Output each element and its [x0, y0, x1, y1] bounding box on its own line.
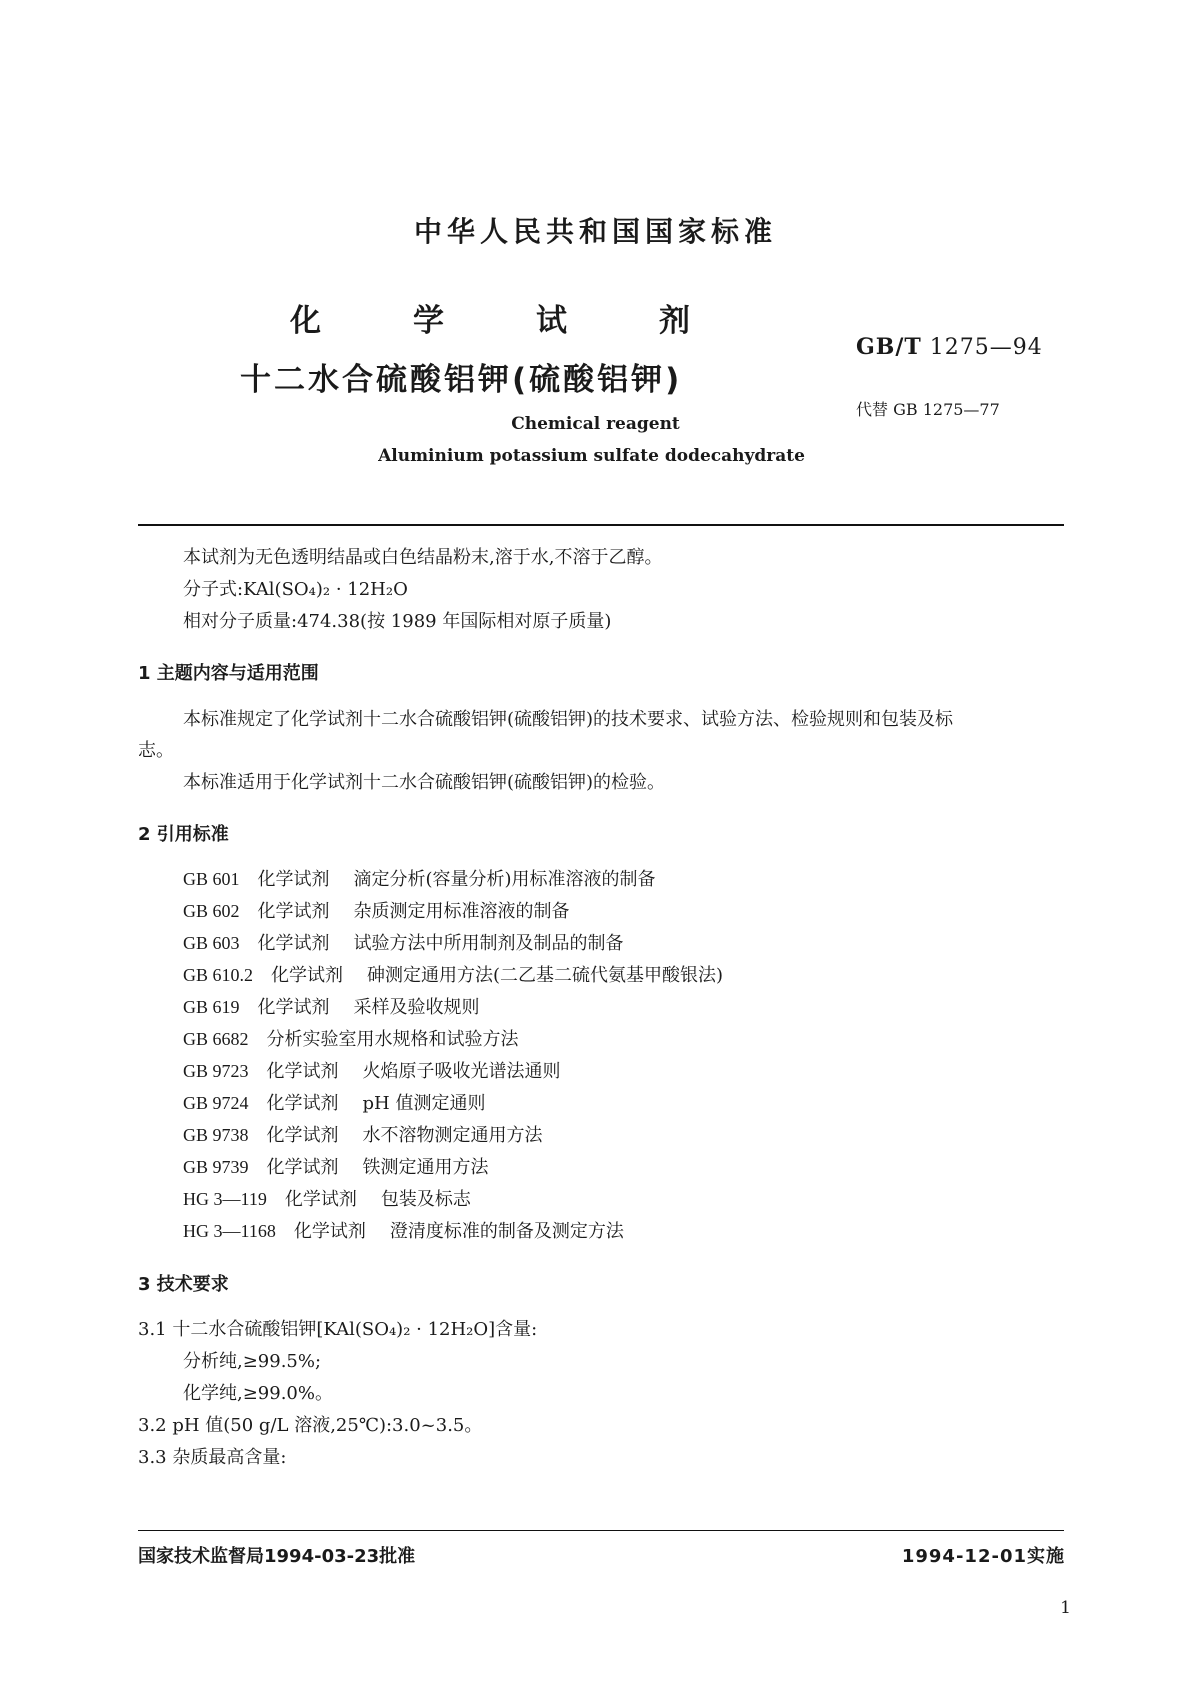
- molecular-formula: [183, 580, 408, 600]
- reference-category: 化学试剂: [266, 1157, 339, 1178]
- reference-item: [183, 997, 480, 1018]
- reference-item: [183, 1029, 519, 1050]
- reference-item: [183, 1221, 624, 1242]
- page-number: 1: [1060, 1598, 1071, 1618]
- formula-value: KAl(SO₄)₂ · 12H₂O: [243, 579, 408, 600]
- reference-title: pH 值测定通则: [362, 1093, 486, 1114]
- reference-item: [183, 1189, 471, 1210]
- header-divider: [138, 524, 1064, 526]
- reference-item: [183, 1093, 485, 1114]
- reference-title: 包装及标志: [380, 1189, 471, 1210]
- standard-number: [856, 334, 1043, 360]
- reference-code: HG 3—1168: [183, 1221, 276, 1241]
- section1-para1-line2: 志。: [138, 740, 174, 761]
- reference-title: 澄清度标准的制备及测定方法: [389, 1221, 624, 1242]
- reference-category: 化学试剂: [266, 1125, 339, 1146]
- requirement-3-1-chemical: 化学纯,≥99.0%。: [183, 1383, 333, 1404]
- reference-item: [183, 965, 723, 986]
- reference-category: 化学试剂: [266, 1061, 339, 1082]
- reference-code: GB 9738: [183, 1125, 249, 1145]
- standard-code: GB/T: [856, 334, 922, 360]
- reference-code: GB 601: [183, 869, 240, 889]
- title-chinese-line1: [290, 295, 690, 340]
- section1-heading: 1 主题内容与适用范围: [138, 663, 319, 684]
- reference-item: [183, 1125, 543, 1146]
- reference-category: 化学试剂: [293, 1221, 366, 1242]
- section2-heading: 2 引用标准: [138, 824, 229, 845]
- effective-date: 1994-12-01实施: [901, 1546, 1065, 1567]
- standard-number-value: 1275—94: [929, 335, 1043, 360]
- reference-code: GB 9723: [183, 1061, 249, 1081]
- reference-item: [183, 869, 656, 890]
- reference-title: 试验方法中所用制剂及制品的制备: [353, 933, 624, 954]
- requirement-3-1-analytical: 分析纯,≥99.5%;: [183, 1351, 322, 1372]
- title-char: 剂: [659, 303, 690, 339]
- reference-category: 化学试剂: [266, 1093, 339, 1114]
- title-chinese-line2: 十二水合硫酸铝钾(硫酸铝钾): [240, 362, 683, 398]
- title-char: 化: [290, 303, 321, 339]
- reference-category: 化学试剂: [257, 997, 330, 1018]
- reference-code: GB 619: [183, 997, 240, 1017]
- requirement-3-3: 3.3 杂质最高含量:: [138, 1447, 287, 1468]
- section3-heading: 3 技术要求: [138, 1274, 229, 1295]
- reference-item: [183, 933, 624, 954]
- national-standard-title: 中华人民共和国国家标准: [413, 215, 777, 248]
- reference-title: 滴定分析(容量分析)用标准溶液的制备: [353, 869, 656, 890]
- reference-code: GB 6682: [183, 1029, 249, 1049]
- footer-divider: [138, 1530, 1064, 1531]
- title-char: 试: [536, 303, 567, 339]
- reference-title: 采样及验收规则: [353, 997, 480, 1018]
- reference-title: 铁测定通用方法: [362, 1157, 489, 1178]
- reference-title: 杂质测定用标准溶液的制备: [353, 901, 570, 922]
- reference-code: GB 9739: [183, 1157, 249, 1177]
- reference-code: GB 610.2: [183, 965, 254, 985]
- approval-date: 国家技术监督局1994-03-23批准: [138, 1546, 416, 1567]
- reference-item: [183, 1061, 561, 1082]
- reference-title: 砷测定通用方法(二乙基二硫代氨基甲酸银法): [367, 965, 724, 986]
- reference-category: 化学试剂: [257, 869, 330, 890]
- reference-category: 化学试剂: [284, 1189, 357, 1210]
- formula-label: 分子式:: [183, 579, 244, 600]
- reference-item: [183, 901, 570, 922]
- reference-code: GB 603: [183, 933, 240, 953]
- reference-code: GB 602: [183, 901, 240, 921]
- reference-code: GB 9724: [183, 1093, 249, 1113]
- reference-category: 化学试剂: [257, 933, 330, 954]
- section1-para1-line1: 本标准规定了化学试剂十二水合硫酸铝钾(硫酸铝钾)的技术要求、试验方法、检验规则和包装及标: [183, 709, 954, 730]
- replaces-note: 代替 GB 1275—77: [856, 400, 1000, 419]
- section1-para2: 本标准适用于化学试剂十二水合硫酸铝钾(硫酸铝钾)的检验。: [183, 772, 666, 793]
- reference-title: 水不溶物测定通用方法: [362, 1125, 543, 1146]
- title-english-line2: Aluminium potassium sulfate dodecahydrate: [378, 446, 805, 466]
- requirement-3-2: 3.2 pH 值(50 g/L 溶液,25℃):3.0~3.5。: [138, 1415, 483, 1436]
- title-char: 学: [413, 303, 444, 339]
- reference-item: [183, 1157, 489, 1178]
- reference-code: HG 3—119: [183, 1189, 267, 1209]
- reference-category: 分析实验室用水规格和试验方法: [266, 1029, 519, 1050]
- reference-category: 化学试剂: [271, 965, 344, 986]
- intro-description: 本试剂为无色透明结晶或白色结晶粉末,溶于水,不溶于乙醇。: [183, 547, 663, 568]
- requirement-3-1: 3.1 十二水合硫酸铝钾[KAl(SO₄)₂ · 12H₂O]含量:: [138, 1319, 538, 1340]
- title-english-line1: Chemical reagent: [511, 414, 680, 434]
- reference-title: 火焰原子吸收光谱法通则: [362, 1061, 561, 1082]
- molecular-mass: 相对分子质量:474.38(按 1989 年国际相对原子质量): [183, 611, 612, 632]
- reference-category: 化学试剂: [257, 901, 330, 922]
